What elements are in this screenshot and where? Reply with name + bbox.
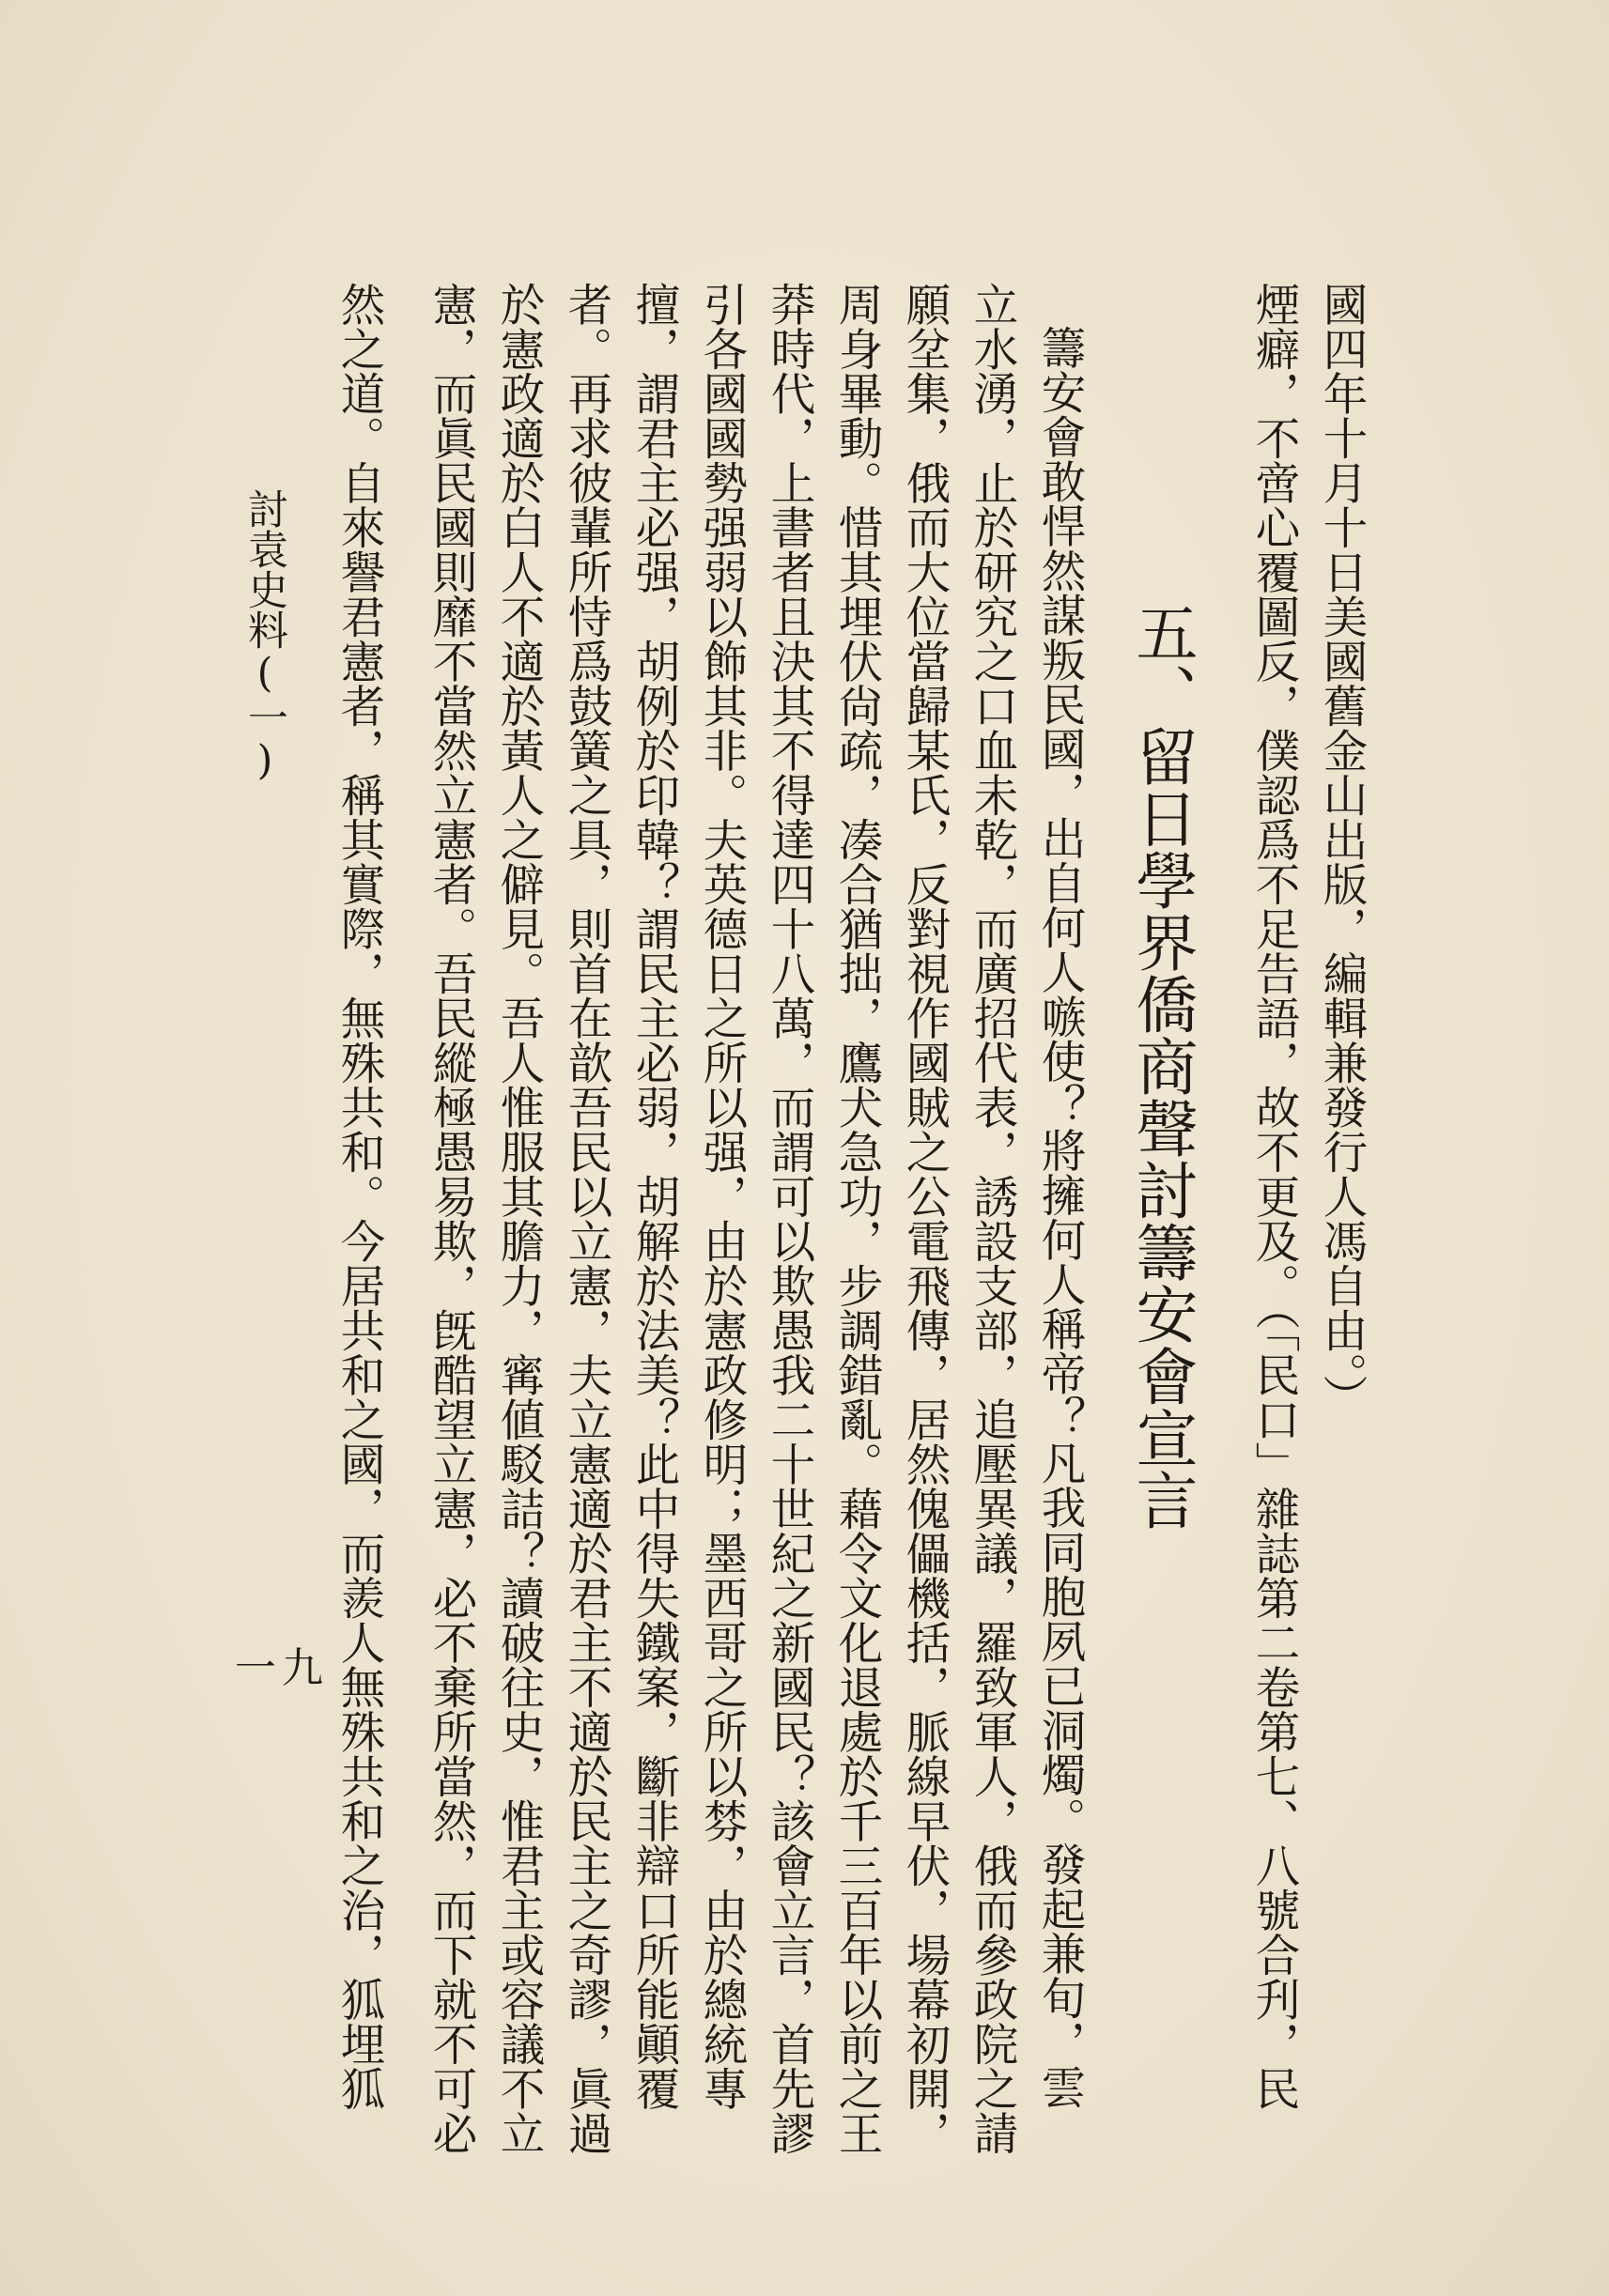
text-column-11: 於憲政適於白人不適於黃人之僻見。吾人惟服其膽力，寗値駁詰？讀破往史，惟君主或容議不立 <box>492 282 544 2155</box>
text-column-1: 國四年十月十日美國舊金山出版，編輯兼發行人馮自由。） <box>1315 282 1367 1420</box>
text-column-2: 煙癖，不啻心覆圖反，僕認爲不足告語，故不更及。（「民口」雜誌第二卷第七、八號合刋，民 <box>1247 282 1299 2111</box>
text-column-13: 然之道。自來譽君憲者，稱其實際，無殊共和。今居共和之國，而羨人無殊共和之治，狐埋狐 <box>333 282 384 2111</box>
page-number: 一九 <box>235 1644 329 1692</box>
running-title: 討袁史料(一) <box>241 488 288 784</box>
text-column-6: 周身畢動。惜其埋伏尙疏，凑合猶拙，鷹犬急功，步調錯亂。藉令文化退處於千三百年以前之王 <box>830 282 882 2155</box>
text-column-12: 憲，而眞民國則靡不當然立憲者。吾民縱極愚易欺，旣酷望立憲，必不棄所當然，而下就不可必 <box>425 282 476 2155</box>
text-column-5: 願坌集，俄而大位當歸某氏，反對視作國賊之公電飛傳，居然傀儡機括，脈線早伏，場幕初開， <box>898 282 950 2155</box>
section-heading: 五、留日學界僑商聲討籌安會宣言 <box>1125 601 1198 1531</box>
text-column-7: 莽時代，上書者且決其不得達四十八萬，而謂可以欺愚我二十世紀之新國民？該會立言，首先謬 <box>763 282 814 2155</box>
text-column-3: 籌安會敢悍然謀叛民國，出自何人嗾使？將擁何人稱帝？凡我同胞夙已洞燭。發起兼旬，雲 <box>1033 325 1085 2109</box>
text-column-8: 引各國國勢强弱以飾其非。夫英德日之所以强，由於憲政修明；墨西哥之所以棼，由於總統專 <box>695 282 747 2111</box>
text-column-9: 擅，謂君主必强，胡例於印韓？謂民主必弱，胡解於法美？此中得失鐵案，斷非辯口所能顚覆 <box>627 282 679 2111</box>
text-column-10: 者。再求彼輩所恃爲鼓簧之具，則首在歆吾民以立憲，夫立憲適於君主不適於民主之奇謬，眞過 <box>560 282 611 2155</box>
text-column-4: 立水湧，止於研究之口血未乾，而廣招代表，誘設支部，追壓異議，羅致軍人，俄而參政院之請 <box>966 282 1017 2155</box>
